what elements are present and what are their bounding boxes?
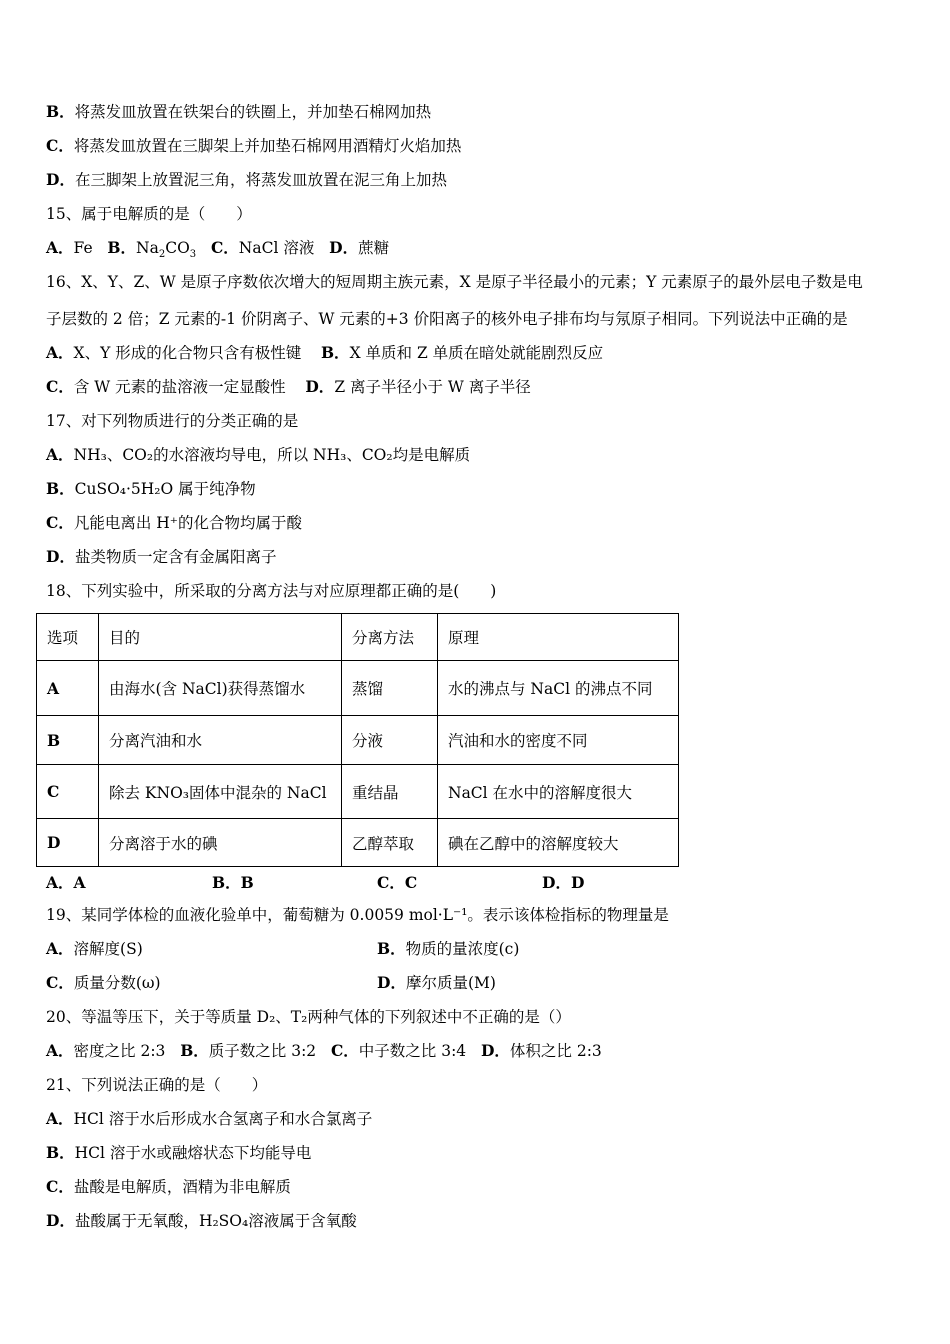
option-text: 将蒸发皿放置在三脚架上并加垫石棉网用酒精灯火焰加热 <box>73 137 462 155</box>
option-text: HCl 溶于水或融熔状态下均能导电 <box>74 1144 312 1162</box>
option-text: 溶解度(S) <box>73 940 143 958</box>
option-text: 物质的量浓度(c) <box>405 940 520 958</box>
table-cell: A <box>37 661 99 716</box>
option-label: D． <box>329 238 359 257</box>
option-text: 在三脚架上放置泥三角，将蒸发皿放置在泥三角上加热 <box>74 171 447 189</box>
option-text: 质子数之比 3:2 <box>208 1042 317 1060</box>
q16-stem-line2 <box>46 309 848 329</box>
option-label: C． <box>330 1041 359 1060</box>
table-cell: B <box>37 716 99 765</box>
question-number: 21、 <box>46 1076 82 1094</box>
q14-option-c <box>46 136 461 156</box>
option-label: D． <box>480 1041 510 1060</box>
table-cell: 分液 <box>342 716 438 765</box>
q18-option-b: B．B <box>212 873 254 892</box>
question-number: 16、 <box>46 273 82 291</box>
option-text: X 单质和 Z 单质在暗处就能剧烈反应 <box>349 344 604 362</box>
q15-options <box>46 238 390 261</box>
table-row <box>37 661 679 716</box>
option-text: Fe <box>73 239 93 257</box>
question-text: 对下列物质进行的分类正确的是 <box>81 412 299 430</box>
table-cell: 汽油和水的密度不同 <box>438 716 679 765</box>
option-text: HCl 溶于水后形成水合氢离子和水合氯离子 <box>73 1110 373 1128</box>
option-text: 盐酸属于无氧酸，H₂SO₄溶液属于含氧酸 <box>74 1212 357 1230</box>
table-row <box>37 819 679 867</box>
question-text: X、Y、Z、W 是原子序数依次增大的短周期主族元素，X 是原子半径最小的元素；Y 元素原子的最外层电子数是电 <box>81 273 863 291</box>
table-cell: 由海水(含 NaCl)获得蒸馏水 <box>99 661 342 716</box>
q21-option-b <box>46 1143 311 1163</box>
option-label: C． <box>46 1177 74 1196</box>
table-cell: 乙醇萃取 <box>342 819 438 867</box>
option-text: NH₃、CO₂的水溶液均导电，所以 NH₃、CO₂均是电解质 <box>73 446 471 464</box>
q19-option-c <box>46 973 161 993</box>
table-header-cell: 选项 <box>37 614 99 661</box>
option-text: 密度之比 2:3 <box>73 1042 166 1060</box>
table-cell: D <box>37 819 99 867</box>
q17-stem <box>46 411 298 431</box>
option-label: C． <box>46 377 74 396</box>
table-header-row <box>37 614 679 661</box>
q17-option-a <box>46 445 470 465</box>
option-label: A． <box>46 939 74 958</box>
table-cell: 分离汽油和水 <box>99 716 342 765</box>
q18-stem <box>46 581 496 601</box>
question-text: 等温等压下，关于等质量 D₂、T₂两种气体的下列叙述中不正确的是（） <box>81 1008 571 1026</box>
q21-option-a <box>46 1109 372 1129</box>
option-label: B． <box>46 1143 75 1162</box>
option-label: D． <box>377 973 406 992</box>
option-label: D． <box>46 547 75 566</box>
option-text: 体积之比 2:3 <box>509 1042 602 1060</box>
option-text: NaCl 溶液 <box>238 239 315 257</box>
option-text: 凡能电离出 H⁺的化合物均属于酸 <box>73 514 302 532</box>
option-text: 蔗糖 <box>358 239 390 257</box>
q16-options-ab <box>46 343 603 363</box>
q21-option-d <box>46 1211 357 1231</box>
question-number: 17、 <box>46 412 82 430</box>
option-label: A． <box>46 445 74 464</box>
table-row <box>37 765 679 819</box>
table-cell: 水的沸点与 NaCl 的沸点不同 <box>438 661 679 716</box>
option-label: C． <box>46 513 74 532</box>
table-cell: NaCl 在水中的溶解度很大 <box>438 765 679 819</box>
question-text: 属于电解质的是（ ） <box>81 205 252 223</box>
question-text: 下列实验中，所采取的分离方法与对应原理都正确的是( ) <box>81 582 497 600</box>
table-cell: 除去 KNO₃固体中混杂的 NaCl <box>99 765 342 819</box>
table-header-cell: 原理 <box>438 614 679 661</box>
q21-option-c <box>46 1177 291 1197</box>
question-text: 子层数的 2 倍；Z 元素的-1 价阴离子、W 元素的+3 价阳离子的核外电子排布均与氖原子相同。下列说法中正确的是 <box>46 310 848 328</box>
subscript: 2 <box>158 249 166 261</box>
option-text: 盐类物质一定含有金属阳离子 <box>74 548 277 566</box>
option-label: B． <box>320 343 350 362</box>
q19-option-d <box>377 973 496 993</box>
option-text: X、Y 形成的化合物只含有极性键 <box>73 344 302 362</box>
question-text: 某同学体检的血液化验单中，葡萄糖为 0.0059 mol·L⁻¹。表示该体检指标的物理量是 <box>81 906 669 924</box>
q15-stem <box>46 204 252 224</box>
option-text: 质量分数(ω) <box>73 974 161 992</box>
option-label: B． <box>377 939 406 958</box>
option-label: C． <box>210 238 239 257</box>
q18-option-d: D．D <box>542 873 585 892</box>
question-number: 15、 <box>46 205 82 223</box>
table-cell: 重结晶 <box>342 765 438 819</box>
q17-option-c <box>46 513 302 533</box>
option-text: Na <box>136 239 159 257</box>
q20-stem <box>46 1007 571 1027</box>
q20-options <box>46 1041 602 1061</box>
q17-option-d <box>46 547 276 567</box>
separation-table <box>36 613 679 867</box>
option-label: A． <box>46 1041 74 1060</box>
q19-option-b <box>377 939 519 959</box>
option-text: 中子数之比 3:4 <box>358 1042 467 1060</box>
question-number: 18、 <box>46 582 82 600</box>
option-text: 摩尔质量(M) <box>405 974 496 992</box>
q18-option-c: C．C <box>377 873 418 892</box>
option-text: Z 离子半径小于 W 离子半径 <box>334 378 531 396</box>
question-number: 20、 <box>46 1008 82 1026</box>
option-text: 盐酸是电解质，酒精为非电解质 <box>73 1178 291 1196</box>
q19-option-a <box>46 939 143 959</box>
table-cell: 分离溶于水的碘 <box>99 819 342 867</box>
option-label: A． <box>46 1109 74 1128</box>
table-cell: 碘在乙醇中的溶解度较大 <box>438 819 679 867</box>
option-text: 将蒸发皿放置在铁架台的铁圈上，并加垫石棉网加热 <box>74 103 432 121</box>
option-label: B． <box>107 238 137 257</box>
q14-option-b <box>46 102 431 122</box>
option-label: D． <box>305 377 335 396</box>
subscript: 3 <box>189 249 197 261</box>
option-label: D． <box>46 1211 75 1230</box>
question-number: 19、 <box>46 906 82 924</box>
question-text: 下列说法正确的是（ ） <box>81 1076 268 1094</box>
q16-stem-line1 <box>46 272 863 292</box>
q18-option-a: A．A <box>46 873 86 892</box>
table-header-cell: 目的 <box>99 614 342 661</box>
option-label: A． <box>46 238 74 257</box>
q17-option-b <box>46 479 256 499</box>
q14-option-d <box>46 170 447 190</box>
q21-stem <box>46 1075 267 1095</box>
table-cell: 蒸馏 <box>342 661 438 716</box>
table-row <box>37 716 679 765</box>
option-label: B． <box>46 102 75 121</box>
q19-stem <box>46 905 669 925</box>
option-label: C． <box>46 136 74 155</box>
option-label: C． <box>46 973 74 992</box>
option-label: D． <box>46 170 75 189</box>
option-text: CO <box>165 239 190 257</box>
option-text: CuSO₄·5H₂O 属于纯净物 <box>74 480 256 498</box>
table-cell: C <box>37 765 99 819</box>
option-label: B． <box>180 1041 209 1060</box>
q16-options-cd <box>46 377 531 397</box>
option-label: A． <box>46 343 74 362</box>
option-text: 含 W 元素的盐溶液一定显酸性 <box>73 378 286 396</box>
option-label: B． <box>46 479 75 498</box>
table-header-cell: 分离方法 <box>342 614 438 661</box>
